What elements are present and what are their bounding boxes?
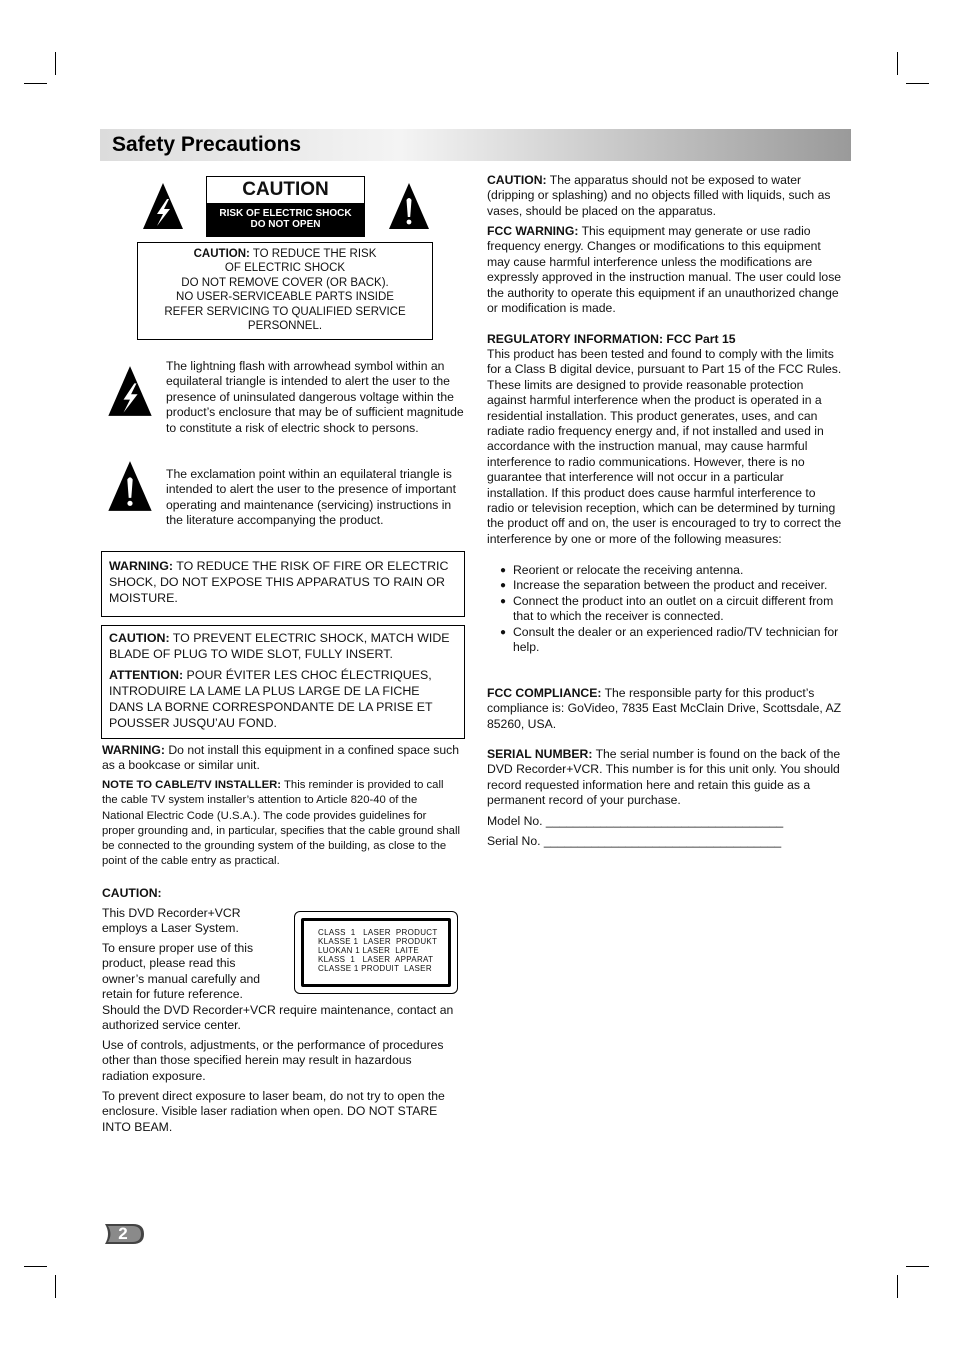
- exclamation-explanation: The exclamation point within an equilateral triangle is intended to alert the user to the presence of important operating and maintenance (servicing) instructions in the literature accompanying the product.: [166, 467, 456, 528]
- measures-list: [487, 563, 844, 655]
- crop-mark: [897, 1275, 898, 1298]
- laser-label-line: CLASSE 1 PRODUIT LASER: [318, 964, 432, 973]
- water-caution: [487, 173, 844, 219]
- caution-line: DO NOT REMOVE COVER (OR BACK).: [181, 276, 389, 289]
- fcc-warning: [487, 224, 844, 316]
- list-item: ● Connect the product into an outlet on a circuit different from that to which the receiver is connected.: [487, 594, 844, 625]
- title-bar: [100, 129, 851, 161]
- caution-sub-line: DO NOT OPEN: [250, 219, 321, 230]
- caution-line: REFER SERVICING TO QUALIFIED SERVICE: [164, 305, 406, 318]
- plug-attention-text: POUR ÉVITER LES CHOC ÉLECTRIQUES, INTRODUIRE LA LAME LA PLUS LARGE DE LA FICHE DANS LA BORNE CORRESPONDANTE DE LA PRISE ET POUSSER JUSQU’AU FOND.: [109, 668, 433, 730]
- water-caution-text: The apparatus should not be exposed to water (dripping or splashing) and no objects filled with liquids, such as vases, should be placed on the apparatus.: [487, 173, 831, 218]
- serial-lead: SERIAL NUMBER:: [487, 747, 593, 761]
- caution-subtitle: [207, 203, 364, 236]
- crop-mark: [906, 83, 929, 84]
- laser-caution-heading: CAUTION:: [102, 886, 162, 900]
- list-item: ● Increase the separation between the product and receiver.: [487, 578, 844, 593]
- laser-p3: Use of controls, adjustments, or the performance of procedures other than those specified herein may result in hazardous radiation exposure.: [102, 1038, 444, 1083]
- list-item: ● Reorient or relocate the receiving antenna.: [487, 563, 844, 578]
- laser-label-line: LUOKAN 1 LASER LAITE: [318, 946, 420, 955]
- cable-note-text: This reminder is provided to call the cable TV system installer’s attention to Article 820-40 of the National Electric Code (U.S.A.). The code provides guidelines for proper grounding and, in particular, specifies that the cable ground shall be connected to the grounding system of the building, as close to the point of the cable entry as practical.: [102, 779, 460, 868]
- caution-line: OF ELECTRIC SHOCK: [224, 262, 346, 275]
- serial-number-line: Serial No. ___________________________________: [487, 834, 782, 848]
- list-item: ● Consult the dealer or an experienced radio/TV technician for help.: [487, 625, 844, 656]
- crop-mark: [24, 83, 47, 84]
- water-caution-lead: CAUTION:: [487, 173, 547, 187]
- laser-class-label: [294, 911, 458, 994]
- serial-text: The serial number is found on the back of the DVD Recorder+VCR. This number is for this unit only. You should record requested information here and retain this guide as a permanent record of your purchase.: [487, 747, 841, 808]
- caution-heading: CAUTION: [242, 179, 329, 200]
- regulatory-heading: REGULATORY INFORMATION: FCC Part 15: [487, 332, 736, 346]
- caution-line: NO USER-SERVICEABLE PARTS INSIDE: [176, 291, 394, 304]
- laser-p1: This DVD Recorder+VCR employs a Laser System.: [102, 906, 241, 936]
- crop-mark: [24, 1266, 47, 1267]
- crop-mark: [55, 52, 56, 75]
- warning-lead: WARNING:: [109, 559, 174, 573]
- model-number-line: Model No. ___________________________________: [487, 814, 784, 828]
- plug-caution-text: TO PREVENT ELECTRIC SHOCK, MATCH WIDE BLADE OF PLUG TO WIDE SLOT, FULLY INSERT.: [109, 631, 450, 661]
- plug-box: [101, 625, 465, 739]
- cable-note-lead: NOTE TO CABLE/TV INSTALLER:: [102, 779, 282, 791]
- exclamation-triangle-icon: [102, 460, 158, 512]
- warning-text: TO REDUCE THE RISK OF FIRE OR ELECTRIC SHOCK, DO NOT EXPOSE THIS APPARATUS TO RAIN OR MOISTURE.: [109, 559, 449, 605]
- lightning-triangle-icon: [142, 182, 184, 230]
- laser-p2: To ensure proper use of this product, please read this owner’s manual carefully and retain for future reference.: [102, 941, 261, 1002]
- plug-caution-lead: CAUTION:: [109, 631, 170, 645]
- laser-label-line: KLASSE 1 LASER PRODUKT: [318, 937, 438, 946]
- fcc-warning-lead: FCC WARNING:: [487, 224, 579, 238]
- install-warning: [102, 743, 460, 774]
- crop-mark: [55, 1275, 56, 1298]
- plug-attention-lead: ATTENTION:: [109, 668, 184, 682]
- caution-lead: CAUTION:: [193, 248, 250, 260]
- regulatory-text: This product has been tested and found to comply with the limits for a Class B digital device, pursuant to Part 15 of the FCC Rules. These limits are designed to provide reasonable protection against harmful interference when the product is operated in a residential installation. This product generates, uses, and can radiate radio frequency energy and, if not installed and used in accordance with the instruction manual, may cause harmful interference to radio communications. However, there is no guarantee that interference will not occur in a particular installation. If this product does cause harmful interference to radio or television reception, which can be determined by turning the product off and on, the user is encouraged to try to correct the interference by one or more of the following measures:: [487, 347, 842, 546]
- serial-number-info: [487, 747, 844, 809]
- page-title: Safety Precautions: [112, 133, 302, 156]
- cable-installer-note: [102, 778, 460, 870]
- lightning-explanation: The lightning flash with arrowhead symbol within an equilateral triangle is intended to alert the user to the presence of uninsulated dangerous voltage within the product’s enclosure that may be of sufficient magnitude to constitute a risk of electric shock to persons.: [166, 359, 464, 435]
- exclamation-triangle-icon: [388, 182, 430, 230]
- caution-box: [137, 242, 433, 340]
- caution-label: [206, 176, 365, 237]
- laser-p2b: Should the DVD Recorder+VCR require maintenance, contact an authorized service center.: [102, 1003, 454, 1033]
- page-number: 2: [118, 1224, 128, 1243]
- crop-mark: [897, 52, 898, 75]
- caution-line: TO REDUCE THE RISK: [249, 248, 377, 260]
- caution-sub-line: RISK OF ELECTRIC SHOCK: [219, 208, 352, 219]
- laser-label-line: CLASS 1 LASER PRODUCT: [318, 928, 438, 937]
- install-warning-lead: WARNING:: [102, 743, 165, 757]
- warning-box: [101, 551, 465, 617]
- fcc-compliance-lead: FCC COMPLIANCE:: [487, 686, 602, 700]
- fcc-compliance: [487, 686, 844, 732]
- caution-line: PERSONNEL.: [247, 320, 323, 333]
- laser-label-line: KLASS 1 LASER APPARAT: [318, 955, 434, 964]
- crop-mark: [906, 1266, 929, 1267]
- fcc-warning-text: This equipment may generate or use radio frequency energy. Changes or modifications to this equipment may cause harmful interference unless the modifications are expressly approved in the instruction manual. The user could lose the authority to operate this equipment if an unauthorized change or modification is made.: [487, 224, 842, 316]
- lightning-triangle-icon: [102, 365, 158, 417]
- laser-p4: To prevent direct exposure to laser beam, do not try to open the enclosure. Visible laser radiation when open. DO NOT STARE INTO BEAM.: [102, 1089, 445, 1134]
- fcc-compliance-text: The responsible party for this product’s compliance is: GoVideo, 7835 East McClain Drive, Scottsdale, AZ 85260, USA.: [487, 686, 842, 731]
- install-warning-text: Do not install this equipment in a confined space such as a bookcase or similar unit.: [102, 743, 459, 773]
